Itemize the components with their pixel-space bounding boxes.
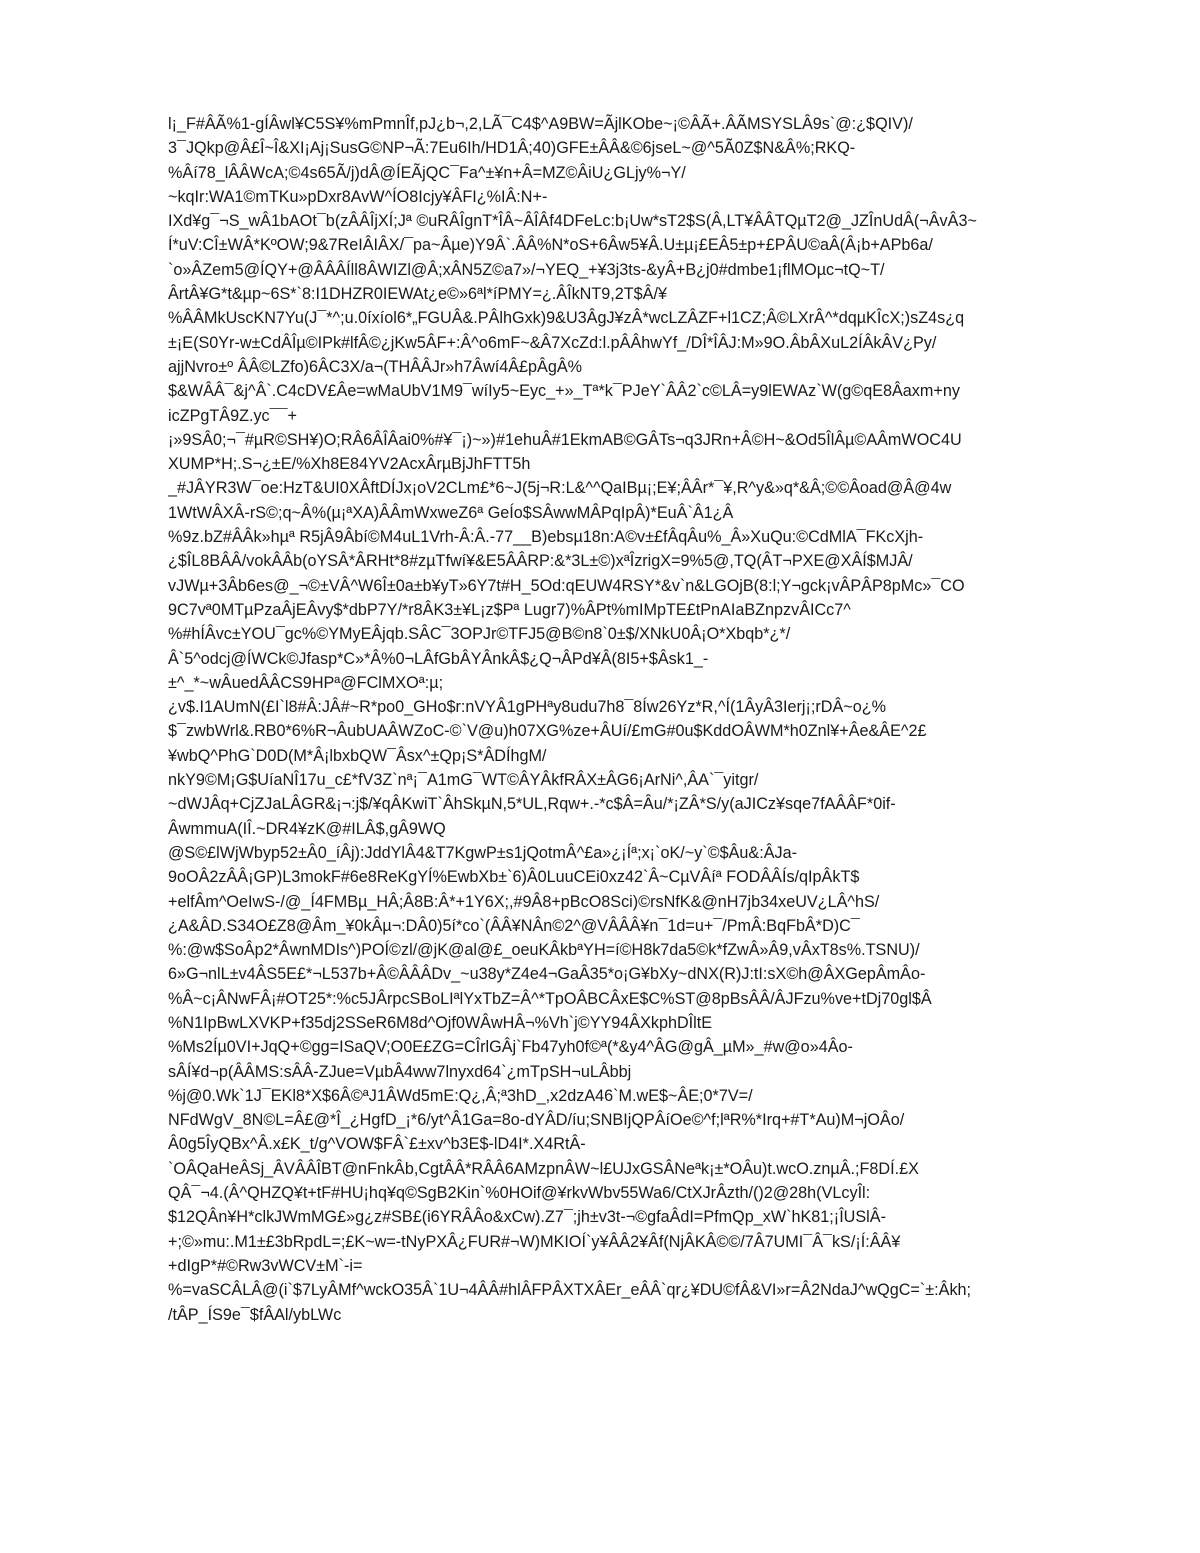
- text-line: 9oOÂ2zÂÂ¡GP)L3mokF#6e8ReKgYÍ%EwbXb±`6)Â0LuuCEi0xz42`Â~CµVÂíª FODÂÂÍs/qIpÂkT$: [168, 868, 860, 887]
- text-line: ÂwmmuA(IÎ.~DR4¥zK@#ILÂ$,gÂ9WQ: [168, 819, 446, 838]
- text-line: ¡»9SÂ0;¬¯#µR©SH¥)O;RÂ6ÂÎÂai0%#¥¯¡)~»)#1ehuÂ#1EkmAB©GÂTs¬q3JRn+Â©H~&Od5ÎlÂµ©AÂmWOC4U: [168, 430, 962, 449]
- text-line: Â`5^odcj@ÍWCk©Jfasp*C»*Â%0¬LÂfGbÂYÂnkÂ$¿Q¬ÂPd¥Â(8I5+$Âsk1_-: [168, 649, 709, 668]
- text-line: +elfÂm^OeIwS-/@_Í4FMBµ_HÂ;Â8B:Â*+1Y6X;,#9Â8+pBcO8Sci)©rsNfK&@nH7jb34xeUV¿LÂ^hS/: [168, 892, 880, 911]
- text-line: nkY9©M¡G$UíaNÎ17u_c£*fV3Z`nª¡¯A1mG¯WT©ÂYÂkfRÂX±ÂG6¡ArNi^,ÂA`¯yitgr/: [168, 771, 759, 790]
- text-line: %Ms2Íµ0VI+JqQ+©gg=ISaQV;O0E£ZG=CÎrlGÂj`Fb47yh0f©ª(*&y4^ÂG@gÂ_µM»_#w@o»4Âo-: [168, 1038, 853, 1057]
- text-line: sÂÍ¥d¬p(ÂÂMS:sÂÂ-ZJue=VµbÂ4ww7lnyxd64`¿mTpSH¬uLÂbbj: [168, 1062, 632, 1081]
- text-line: ±¡E(S0Yr-w±CdÂÎµ©IPk#lfÂ©¿jKw5ÂF+:Â^o6mF~&Â7XcZd:l.pÂÂhwYf_/DÎ*ÎÂJ:M»9O.ÂbÂXuL2ÍÂkÂV¿Py/: [168, 333, 937, 352]
- text-line: %=vaSCÂLÂ@(i`$7LyÂMf^wckO35Â`1U¬4ÂÂ#hlÂFPÂXTXÂEr_eÂÂ`qr¿¥DU©fÂ&VI»r=Â2NdaJ^wQgC=`±:Âkh;: [168, 1281, 972, 1300]
- text-line: %Âí78_lÂÂWcA;©4s65Ã/j)dÂ@ÍEÃjQC¯Fa^±¥n+Â=MZ©ÂiU¿GLjy%¬Y/: [168, 163, 686, 182]
- text-line: IXd¥g¯¬S_wÂ1bAOt¯b(zÂÂÎjXÍ;Jª ©uRÂÎgnT*ÎÂ~ÂÎÂf4DFeLc:b¡Uw*sT2$S(Â,LT¥ÂÂTQµT2@_JZÎnUdÂ(¬ÂvÂ3~: [168, 212, 977, 231]
- text-line: ¥wbQ^PhG`D0D(M*Â¡lbxbQW¯Âsx^±Qp¡S*ÂDÍhgM/: [168, 746, 547, 765]
- text-line: ¿v$.I1AUmN(£I`l8#Â:JÂ#~R*po0_GHo$r:nVYÂ1gPHªy8udu7h8¯8Íw26Yz*R,^Í(1ÂyÂ3Ierj¡;rDÂ~o¿%: [168, 698, 887, 717]
- text-line: vJWµ+3Âb6es@_¬©±VÂ^W6Î±0a±b¥yT»6Y7t#H_5Od:qEUW4RSY*&v`n&LGOjB(8:l;Y¬gck¡vÂPÂP8pMc»¯CO: [168, 576, 965, 595]
- text-line: 6»G¬nlL±v4ÂS5E£*¬L537b+Â©ÂÂÂDv_~u38y*Z4e4¬GaÂ35*o¡G¥bXy~dNX(R)J:tI:sX©h@ÂXGepÂmÂo-: [168, 965, 926, 984]
- text-line: XUMP*H;.S¬¿±E/%Xh8E84YV2AcxÂrµBjJhFTT5h: [168, 455, 531, 474]
- text-line: NFdWgV_8N©L=Â£@*Î_¿HgfD_¡*6/yt^Â1Ga=8o-dYÂD/íu;SNBIjQPÂíOe©^f;lªR%*Irq+#T*Au)M¬jOÂo/: [168, 1111, 905, 1130]
- text-line: %#hÍÂvc±YOU¯gc%©YMyEÂjqb.SÂC¯3OPJr©TFJ5@B©n8`0±$/XNkU0Â¡O*Xbqb*¿*/: [168, 625, 791, 644]
- text-line: ajjNvro±º ÂÂ©LZfo)6ÂC3X/a¬(THÂÂJr»h7Âwí4Â£pÂgÂ%: [168, 357, 583, 376]
- text-line: 9C7vª0MTµPzaÂjEÂvy$*dbP7Y/*r8ÂK3±¥L¡z$Pª Lugr7)%ÂPt%mIMpTE£tPnAIaBZnpzvÂICc7^: [168, 600, 851, 619]
- text-line: %N1IpBwLXVKP+f35dj2SSeR6M8d^Ojf0WÂwHÂ¬%Vh`j©YY94ÂXkphDÎltE: [168, 1013, 713, 1032]
- text-line: ¿A&ÂD.S34O£Z8@Âm_¥0kÂµ¬:DÂ0)5í*co`(ÂÂ¥NÂn©2^@VÂÂÂ¥n¯1d=u+¯/PmÂ:BqFbÂ*D)C¯: [168, 916, 860, 935]
- text-line: $¯zwbWrl&.RB0*6%R¬ÂubUAÂWZoC-©`V@u)h07XG%ze+ÂUí/£mG#0u$KddOÂWM*h0Znl¥+Âe&ÂE^2£: [168, 722, 927, 741]
- text-line: `OÂQaHeÂSj_ÂVÂÂÎBT@nFnkÂb,CgtÂÂ*RÂÂ6AMzpnÂW~l£UJxGSÂNeªk¡±*OÂu)t.wcO.znµÂ.;F8DÍ.£X: [168, 1159, 919, 1178]
- text-line: 1WtWÂXÂ-rS©;q~Â%(µ¡ªXA)ÂÂmWxweZ6ª GeÍo$SÂwwMÂPqIpÂ)*EuÂ`Â1¿Â: [168, 503, 734, 522]
- text-line: %:@w$SoÂp2*ÂwnMDIs^)POÍ©zl/@jK@al@£_oeuKÂkbªYH=í©H8k7da5©k*fZwÂ»Â9,vÂxT8s%.TSNU)/: [168, 941, 920, 960]
- text-line: +dIgP*#©Rw3vWCV±M`-i=: [168, 1256, 363, 1275]
- text-line: %9z.bZ#ÂÂk»hµª R5jÂ9Âbí©M4uL1Vrh-Â:Â.-77__B)ebsµ18n:A©v±£fÂqÂu%_Â»XuQu:©CdMlA¯FKcXjh-: [168, 528, 924, 547]
- text-line: ¿$ÎL8BÂÂ/vokÂÂb(oYSÂ*ÂRHt*8#zµTfwí¥&E5ÂÂRP:&*3L±©)xªÎzrigX=9%5@,TQ(ÂT¬PXE@XÂÍ$MJÂ/: [168, 552, 913, 571]
- text-line: +;©»mu:.M1±£3bRpdL=;£K~w=-tNyPXÂ¿FUR#¬W)MKIOÍ`y¥ÂÂ2¥Âf(NjÂKÂ©©/7Â7UMI¯Â¯kS/¡Í:ÂÂ¥: [168, 1232, 901, 1251]
- text-line: _#JÂYR3W¯oe:HzT&UI0XÂftDÍJx¡oV2CLm£*6~J(5j¬R:L&^^QaIBµ¡;E¥;ÂÂr*¯¥,R^y&»q*&Â;©©Âoad@Â@4w: [168, 479, 952, 498]
- document-body: [168, 112, 1128, 1327]
- text-line: 3¯JQkp@Â£Î~Î&XI¡Aj¡SusG©NP¬Ã:7Eu6Ih/HD1Â;40)GFE±ÂÂ&©6jseL~@^5Ã0Z$N&Â%;RKQ-: [168, 139, 856, 158]
- text-line: `o»ÂZem5@ÍQY+@ÂÂÂÍll8ÂWIZl@Â;xÂN5Z©a7»/¬YEQ_+¥3j3ts-&yÂ+B¿j0#dmbe1¡flMOµc¬tQ~T/: [168, 260, 885, 279]
- text-line: ~kqIr:WA1©mTKu»pDxr8AvW^ÍO8Icjy¥ÂFI¿%IÂ:N+-: [168, 187, 548, 206]
- text-line: ~dWJÂq+CjZJaLÂGR&¡¬:j$/¥qÂKwiT`ÂhSkµN,5*UL,Rqw+.-*c$Â=Âu/*¡ZÂ*S/y(aJICz¥sqe7fAÂÂF*0if-: [168, 795, 896, 814]
- text-line: Í*uV:CÎ±WÂ*KºOW;9&7ReIÂIÂX/¯pa~Âµe)Y9Â`.ÂÂ%N*oS+6Âw5¥Â.U±µ¡£EÂ5±p+£PÂU©aÂ(Â¡b+APb6a/: [168, 236, 933, 255]
- text-line: Â0g5ÎyQBx^Â.x£K_t/g^VOW$FÂ`£±xv^b3E$-lD4I*.X4RtÂ-: [168, 1135, 586, 1154]
- text-line: /tÂP_ÍS9e¯$fÂAl/ybLWc: [168, 1305, 342, 1324]
- text-line: %j@0.Wk`1J¯EKl8*X$6Â©ªJ1ÂWd5mE:Q¿,Â;ª3hD_,x2dzA46`M.wE$~ÂE;0*7V=/: [168, 1086, 753, 1105]
- text-line: %Â~c¡ÂNwFÂ¡#OT25*:%c5JÂrpcSBoLIªlYxTbZ=Â^*TpOÂBCÂxE$C%ST@8pBsÂÂ/ÂJFzu%ve+tDj70gl$Â: [168, 989, 932, 1008]
- text-line: ÂrtÂ¥G*t&µp~6S*`8:I1DHZR0IEWAt¿e©»6ªl*íPMY=¿.ÂÎkNT9,2T$Â/¥: [168, 285, 667, 304]
- text-line: ±^_*~wÂuedÂÂCS9HPª@FClMXOª:µ;: [168, 673, 444, 692]
- text-line: l¡_F#ÂÃ%1-gÍÂwl¥C5S¥%mPmnÎf,pJ¿b¬,2,LÃ¯C4$^A9BW=ÃjlKObe~¡©ÂÃ+.ÂÃMSYSLÂ9s`@:¿$QIV)/: [168, 115, 913, 133]
- text-line: %ÂÂMkUscKN7Yu(J¯*^;u.0íxíol6*„FGUÂ&.PÂlhGxk)9&U3ÂgJ¥zÂ*wcLZÂZF+l1CZ;Â©LXrÂ^*dqµKÎcX;)sZ4s¿q: [168, 309, 965, 328]
- text-line: $&WÂÂ¯&j^Â`.C4cDV£Âe=wMaUbV1M9¯wíIy5~Eyc_+»_Tª*k¯PJeY`ÂÂ2`c©LÂ=y9lEWAz`W(g©qE8Âaxm+ny: [168, 382, 960, 401]
- text-line: @S©£lWjWbyp52±Â0_íÂj):JddYlÂ4&T7KgwP±s1jQotmÂ^£a»¿¡Íª;x¡`oK/~y`©$Âu&:ÂJa-: [168, 843, 797, 862]
- text-line: icZPgTÂ9Z.yc¯¯+: [168, 406, 297, 425]
- text-line: $12QÂn¥H*clkJWmMG£»g¿z#SB£(i6YRÂÂo&xCw).Z7¯;jh±v3t-¬©gfaÂdI=PfmQp_xW`hK81;¡ÎUSlÂ-: [168, 1208, 886, 1227]
- text-line: QÂ¯¬4.(Â^QHZQ¥t+tF#HU¡hq¥q©SgB2Kin`%0HOif@¥rkvWbv55Wa6/CtXJrÂzth/()2@28h(VLcyÎl:: [168, 1184, 871, 1203]
